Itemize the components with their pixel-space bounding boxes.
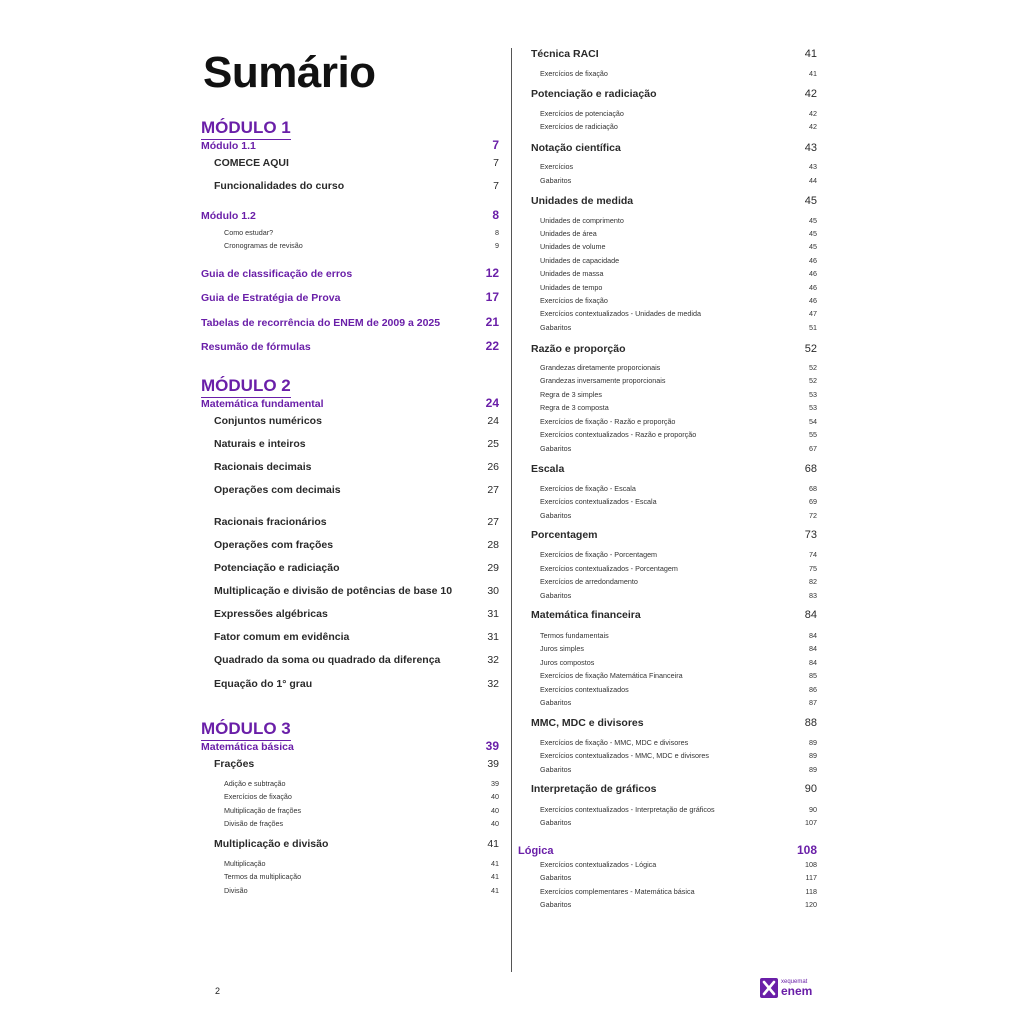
toc-entry-label: Exercícios contextualizados - Lógica	[540, 859, 657, 869]
toc-entry[interactable]	[224, 819, 499, 828]
toc-entry-label: Escala	[531, 463, 565, 476]
toc-entry-page: 9	[495, 240, 499, 250]
toc-entry-label: Lógica	[518, 845, 554, 858]
toc-entry[interactable]	[214, 608, 499, 620]
toc-entry-page: 107	[805, 817, 817, 827]
toc-entry[interactable]	[540, 444, 817, 453]
toc-entry[interactable]	[224, 779, 499, 788]
toc-entry-page: 89	[809, 750, 817, 760]
toc-entry[interactable]	[540, 484, 817, 493]
toc-entry-page: 68	[809, 483, 817, 493]
toc-entry-page: 55	[809, 429, 817, 439]
toc-entry-page: 84	[804, 609, 817, 622]
toc-entry-page: 52	[809, 362, 817, 372]
toc-entry[interactable]	[224, 241, 499, 250]
toc-entry-label: Grandezas diretamente proporcionais	[540, 362, 661, 372]
toc-entry[interactable]	[540, 69, 817, 78]
toc-entry-label: Potenciação e radiciação	[531, 88, 657, 101]
toc-entry[interactable]	[540, 550, 817, 559]
toc-entry[interactable]	[214, 562, 499, 574]
toc-entry-label: Operações com decimais	[214, 484, 341, 497]
toc-entry[interactable]	[540, 162, 817, 171]
toc-entry-page: 45	[809, 215, 817, 225]
toc-entry[interactable]	[540, 323, 817, 332]
toc-entry[interactable]	[540, 591, 817, 600]
toc-entry-label: Regra de 3 composta	[540, 402, 609, 412]
toc-entry-label: Guia de Estratégia de Prova	[201, 292, 341, 305]
toc-entry-page: 41	[804, 48, 817, 61]
toc-entry-label: Gabaritos	[540, 899, 572, 909]
toc-entry-label: Exercícios de fixação - Razão e proporção	[540, 416, 676, 426]
logo-line-1: xequemat	[781, 979, 808, 985]
toc-entry-page: 28	[487, 539, 499, 552]
toc-entry-label: Juros simples	[540, 643, 584, 653]
toc-entry-page: 39	[485, 739, 499, 754]
toc-entry-label: Matemática fundamental	[201, 398, 324, 411]
toc-entry-label: Módulo 1.1	[201, 140, 256, 153]
toc-entry-label: Regra de 3 simples	[540, 389, 602, 399]
toc-entry-label: Unidades de volume	[540, 241, 606, 251]
toc-entry[interactable]	[201, 138, 499, 152]
toc-entry-page: 12	[485, 266, 499, 281]
toc-entry-label: Gabaritos	[540, 322, 572, 332]
toc-entry-label: Matemática financeira	[531, 609, 641, 622]
toc-entry-label: Exercícios contextualizados - Escala	[540, 496, 657, 506]
toc-entry[interactable]	[214, 516, 499, 528]
toc-entry[interactable]	[540, 269, 817, 278]
toc-entry-label: Gabaritos	[540, 510, 572, 520]
toc-entry-page: 120	[805, 899, 817, 909]
toc-entry-label: Gabaritos	[540, 590, 572, 600]
toc-entry-page: 40	[491, 791, 499, 801]
toc-entry-label: Exercícios de fixação - Porcentagem	[540, 549, 658, 559]
toc-entry[interactable]	[540, 376, 817, 385]
toc-entry[interactable]	[540, 256, 817, 265]
toc-entry-label: Exercícios de fixação - Escala	[540, 483, 636, 493]
toc-entry-page: 83	[809, 590, 817, 600]
toc-entry-page: 51	[809, 322, 817, 332]
toc-entry-page: 31	[487, 631, 499, 644]
toc-entry-page: 40	[491, 805, 499, 815]
toc-entry[interactable]	[531, 463, 817, 475]
toc-entry-page: 53	[809, 389, 817, 399]
toc-entry-label: Multiplicação	[224, 858, 266, 868]
toc-entry-label: Adição e subtração	[224, 778, 286, 788]
page-title: Sumário	[203, 48, 376, 97]
toc-entry-label: Gabaritos	[540, 443, 572, 453]
xequemat-logo-icon	[760, 978, 778, 998]
toc-entry[interactable]	[531, 88, 817, 100]
toc-entry[interactable]	[540, 887, 817, 896]
toc-entry-label: Gabaritos	[540, 817, 572, 827]
toc-entry-page: 43	[809, 161, 817, 171]
toc-entry[interactable]	[540, 403, 817, 412]
toc-entry-label: Guia de classificação de erros	[201, 268, 353, 281]
toc-entry[interactable]	[540, 860, 817, 869]
toc-entry-page: 108	[805, 859, 817, 869]
toc-entry[interactable]	[531, 343, 817, 355]
toc-entry-page: 17	[485, 290, 499, 305]
toc-entry[interactable]	[540, 109, 817, 118]
toc-entry-page: 52	[809, 375, 817, 385]
toc-entry[interactable]	[214, 585, 499, 597]
toc-entry[interactable]	[201, 396, 499, 410]
toc-entry[interactable]	[214, 415, 499, 427]
toc-entry[interactable]	[540, 738, 817, 747]
toc-entry-label: Exercícios complementares - Matemática básica	[540, 886, 695, 896]
toc-entry[interactable]	[224, 806, 499, 815]
toc-entry[interactable]	[214, 631, 499, 643]
toc-entry-page: 27	[487, 516, 499, 529]
toc-entry[interactable]	[201, 739, 499, 753]
toc-entry-label: Operações com frações	[214, 539, 334, 552]
module-heading: MÓDULO 3	[201, 719, 291, 741]
toc-entry-label: Unidades de tempo	[540, 282, 603, 292]
toc-entry-label: Potenciação e radiciação	[214, 562, 340, 575]
toc-entry[interactable]	[540, 309, 817, 318]
toc-entry-label: Exercícios de arredondamento	[540, 576, 638, 586]
toc-entry[interactable]	[224, 886, 499, 895]
toc-entry-label: Exercícios contextualizados - Interpretação de gráficos	[540, 804, 715, 814]
toc-entry-page: 85	[809, 670, 817, 680]
toc-entry-page: 67	[809, 443, 817, 453]
toc-entry-label: Unidades de capacidade	[540, 255, 620, 265]
toc-entry[interactable]	[540, 644, 817, 653]
toc-entry[interactable]	[540, 685, 817, 694]
toc-entry-label: Gabaritos	[540, 764, 572, 774]
toc-entry-label: Porcentagem	[531, 529, 598, 542]
toc-entry-label: Exercícios de radiciação	[540, 121, 618, 131]
column-divider	[511, 48, 512, 972]
toc-entry-label: Técnica RACI	[531, 48, 599, 61]
toc-entry-page: 73	[804, 529, 817, 542]
toc-entry[interactable]	[540, 417, 817, 426]
toc-entry-page: 24	[485, 396, 499, 411]
toc-entry-page: 89	[809, 764, 817, 774]
toc-entry-label: Fator comum em evidência	[214, 631, 350, 644]
toc-entry-label: Juros compostos	[540, 657, 595, 667]
toc-entry-page: 31	[487, 608, 499, 621]
toc-entry-label: Multiplicação e divisão	[214, 838, 329, 851]
toc-entry[interactable]	[214, 157, 499, 169]
toc-entry[interactable]	[540, 229, 817, 238]
toc-entry[interactable]	[540, 242, 817, 251]
toc-entry[interactable]	[540, 805, 817, 814]
toc-entry-page: 21	[485, 315, 499, 330]
toc-entry-page: 46	[809, 268, 817, 278]
toc-entry-label: Resumão de fórmulas	[201, 341, 311, 354]
toc-entry-label: Interpretação de gráficos	[531, 783, 657, 796]
toc-entry[interactable]	[540, 363, 817, 372]
toc-entry[interactable]	[214, 461, 499, 473]
toc-entry-label: Termos fundamentais	[540, 630, 609, 640]
toc-entry[interactable]	[540, 296, 817, 305]
toc-entry-page: 46	[809, 255, 817, 265]
toc-entry-label: Equação do 1° grau	[214, 678, 313, 691]
toc-entry-label: Naturais e inteiros	[214, 438, 306, 451]
toc-entry-label: Exercícios de potenciação	[540, 108, 624, 118]
toc-entry[interactable]	[531, 142, 817, 154]
toc-entry-page: 45	[804, 195, 817, 208]
toc-entry[interactable]	[201, 208, 499, 222]
toc-entry[interactable]	[540, 765, 817, 774]
toc-entry[interactable]	[540, 818, 817, 827]
toc-entry[interactable]	[540, 390, 817, 399]
toc-entry-label: Exercícios contextualizados - Porcentagem	[540, 563, 678, 573]
toc-entry[interactable]	[214, 678, 499, 690]
toc-entry[interactable]	[540, 497, 817, 506]
toc-entry-label: Razão e proporção	[531, 343, 626, 356]
page-number: 2	[215, 986, 221, 996]
toc-entry[interactable]	[540, 283, 817, 292]
toc-entry[interactable]	[540, 430, 817, 439]
toc-entry-page: 68	[804, 463, 817, 476]
toc-entry-page: 84	[809, 657, 817, 667]
toc-entry-page: 29	[487, 562, 499, 575]
toc-entry-label: Frações	[214, 758, 255, 771]
toc-entry-label: Racionais decimais	[214, 461, 312, 474]
toc-entry-label: Exercícios de fixação - MMC, MDC e divisores	[540, 737, 689, 747]
toc-entry[interactable]	[531, 609, 817, 621]
toc-entry[interactable]	[540, 873, 817, 882]
toc-entry[interactable]	[214, 484, 499, 496]
toc-entry[interactable]	[518, 843, 817, 857]
toc-entry-label: Matemática básica	[201, 741, 294, 754]
module-heading: MÓDULO 2	[201, 376, 291, 398]
toc-entry-page: 32	[487, 678, 499, 691]
toc-entry-label: Exercícios de fixação	[540, 295, 608, 305]
toc-entry-page: 41	[491, 858, 499, 868]
toc-entry[interactable]	[540, 631, 817, 640]
toc-entry-page: 87	[809, 697, 817, 707]
toc-entry-page: 108	[796, 843, 817, 858]
toc-entry-page: 43	[804, 142, 817, 155]
toc-entry-label: Exercícios	[540, 161, 574, 171]
toc-entry[interactable]	[214, 438, 499, 450]
toc-entry[interactable]	[201, 339, 499, 353]
toc-entry-page: 7	[493, 180, 499, 193]
toc-entry[interactable]	[540, 122, 817, 131]
toc-entry[interactable]	[540, 564, 817, 573]
logo-line-2: enem	[781, 984, 813, 998]
toc-entry-label: Exercícios de fixação Matemática Financeira	[540, 670, 683, 680]
toc-entry-label: Racionais fracionários	[214, 516, 327, 529]
toc-entry[interactable]	[224, 792, 499, 801]
toc-entry-label: Unidades de massa	[540, 268, 604, 278]
toc-entry-page: 42	[804, 88, 817, 101]
toc-entry-page: 88	[804, 717, 817, 730]
toc-entry[interactable]	[214, 180, 499, 192]
toc-entry-page: 74	[809, 549, 817, 559]
toc-entry[interactable]	[201, 315, 499, 329]
toc-entry-label: Expressões algébricas	[214, 608, 328, 621]
toc-entry[interactable]	[214, 654, 499, 666]
toc-entry-page: 30	[487, 585, 499, 598]
toc-entry-page: 47	[809, 308, 817, 318]
toc-entry-page: 8	[492, 208, 499, 223]
toc-entry-page: 40	[491, 818, 499, 828]
toc-entry[interactable]	[540, 658, 817, 667]
toc-entry-label: Cronogramas de revisão	[224, 240, 303, 250]
toc-entry-label: Multiplicação e divisão de potências de base 10	[214, 585, 453, 598]
toc-entry[interactable]	[540, 511, 817, 520]
toc-entry-label: Exercícios contextualizados	[540, 684, 629, 694]
toc-entry-page: 45	[809, 241, 817, 251]
toc-entry-page: 53	[809, 402, 817, 412]
toc-entry-label: Gabaritos	[540, 175, 572, 185]
toc-entry-page: 90	[804, 783, 817, 796]
toc-entry-page: 118	[805, 886, 817, 896]
toc-entry-label: COMECE AQUI	[214, 157, 289, 170]
toc-entry[interactable]	[531, 529, 817, 541]
toc-entry-label: Exercícios contextualizados - Razão e proporção	[540, 429, 697, 439]
toc-entry-label: Grandezas inversamente proporcionais	[540, 375, 666, 385]
toc-entry-label: Divisão	[224, 885, 248, 895]
toc-entry-page: 44	[809, 175, 817, 185]
toc-entry-label: MMC, MDC e divisores	[531, 717, 644, 730]
toc-entry-page: 32	[487, 654, 499, 667]
toc-entry-page: 54	[809, 416, 817, 426]
toc-entry-label: Exercícios contextualizados - MMC, MDC e divisores	[540, 750, 709, 760]
toc-entry-page: 82	[809, 576, 817, 586]
toc-entry[interactable]	[531, 48, 817, 60]
toc-entry-label: Gabaritos	[540, 872, 572, 882]
brand-logo	[760, 978, 812, 998]
toc-entry[interactable]	[224, 872, 499, 881]
toc-entry-label: Divisão de frações	[224, 818, 284, 828]
toc-entry[interactable]	[214, 758, 499, 770]
toc-entry[interactable]	[540, 216, 817, 225]
toc-entry-label: Exercícios de fixação	[224, 791, 292, 801]
toc-entry-label: Unidades de comprimento	[540, 215, 624, 225]
toc-entry[interactable]	[531, 783, 817, 795]
toc-entry-page: 90	[809, 804, 817, 814]
toc-entry[interactable]	[224, 228, 499, 237]
toc-entry-page: 117	[805, 872, 817, 882]
toc-entry-page: 42	[809, 108, 817, 118]
toc-entry-page: 26	[487, 461, 499, 474]
toc-entry-page: 52	[804, 343, 817, 356]
toc-entry[interactable]	[224, 859, 499, 868]
toc-entry-page: 45	[809, 228, 817, 238]
toc-entry-label: Exercícios contextualizados - Unidades de medida	[540, 308, 702, 318]
toc-entry[interactable]	[540, 176, 817, 185]
toc-entry[interactable]	[531, 717, 817, 729]
toc-entry-page: 41	[491, 885, 499, 895]
toc-entry[interactable]	[214, 838, 499, 850]
toc-entry-label: Unidades de área	[540, 228, 597, 238]
toc-entry-page: 75	[809, 563, 817, 573]
toc-entry-page: 22	[485, 339, 499, 354]
toc-entry[interactable]	[214, 539, 499, 551]
toc-entry-label: Termos da multiplicação	[224, 871, 302, 881]
toc-entry-label: Conjuntos numéricos	[214, 415, 322, 428]
toc-entry-page: 27	[487, 484, 499, 497]
toc-entry-page: 89	[809, 737, 817, 747]
toc-entry-page: 41	[487, 838, 499, 851]
toc-entry-page: 72	[809, 510, 817, 520]
toc-entry-label: Exercícios de fixação	[540, 68, 608, 78]
toc-entry-page: 46	[809, 282, 817, 292]
toc-entry[interactable]	[531, 195, 817, 207]
toc-entry-page: 46	[809, 295, 817, 305]
toc-entry[interactable]	[540, 577, 817, 586]
module-heading: MÓDULO 1	[201, 118, 291, 140]
toc-entry[interactable]	[540, 698, 817, 707]
toc-entry-label: Módulo 1.2	[201, 210, 256, 223]
toc-entry-label: Quadrado da soma ou quadrado da diferença	[214, 654, 441, 667]
toc-entry-label: Gabaritos	[540, 697, 572, 707]
toc-entry[interactable]	[540, 900, 817, 909]
toc-entry-label: Notação científica	[531, 142, 621, 155]
toc-entry[interactable]	[201, 266, 499, 280]
toc-entry-page: 25	[487, 438, 499, 451]
toc-entry-page: 86	[809, 684, 817, 694]
toc-entry-page: 42	[809, 121, 817, 131]
toc-entry[interactable]	[540, 671, 817, 680]
toc-entry-page: 39	[491, 778, 499, 788]
toc-entry-page: 8	[495, 227, 499, 237]
toc-entry-page: 69	[809, 496, 817, 506]
toc-entry-label: Multiplicação de frações	[224, 805, 302, 815]
toc-entry-page: 7	[493, 157, 499, 170]
toc-entry-page: 84	[809, 643, 817, 653]
toc-entry-label: Funcionalidades do curso	[214, 180, 345, 193]
toc-entry-page: 24	[487, 415, 499, 428]
toc-entry-page: 41	[809, 68, 817, 78]
toc-entry-label: Como estudar?	[224, 227, 274, 237]
toc-entry-page: 84	[809, 630, 817, 640]
toc-entry-page: 41	[491, 871, 499, 881]
toc-entry-page: 39	[487, 758, 499, 771]
toc-entry[interactable]	[540, 751, 817, 760]
toc-entry-page: 7	[492, 138, 499, 153]
toc-entry-label: Unidades de medida	[531, 195, 634, 208]
toc-entry-label: Tabelas de recorrência do ENEM de 2009 a 2025	[201, 317, 441, 330]
toc-entry[interactable]	[201, 290, 499, 304]
